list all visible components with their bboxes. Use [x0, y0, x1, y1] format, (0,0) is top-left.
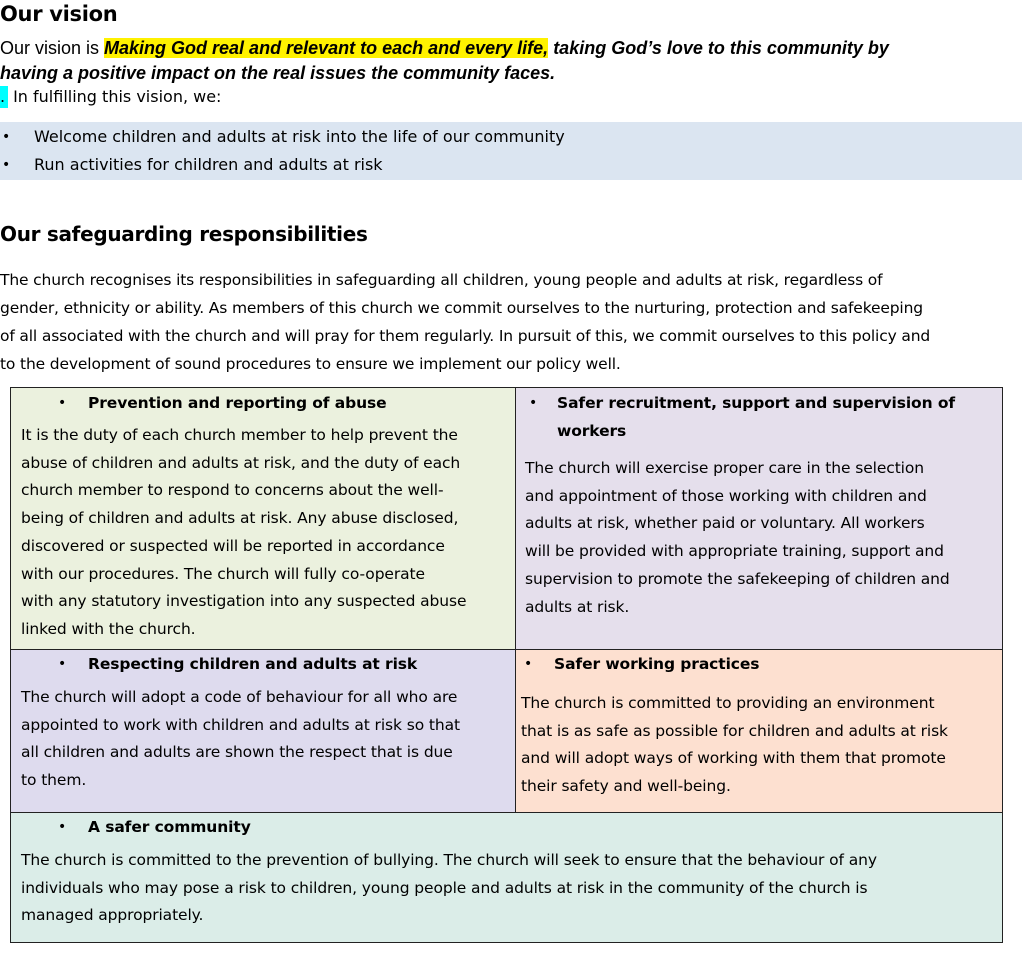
highlight-marker: .: [0, 86, 8, 108]
box-title: [58, 814, 251, 842]
vision-prefix: Our vision is: [0, 38, 105, 58]
bullet-icon: •: [2, 129, 11, 145]
box-title-text: A safer community: [88, 818, 251, 836]
bullet-icon: •: [2, 157, 11, 173]
safeguarding-heading: Our safeguarding responsibilities: [0, 222, 368, 246]
box-line: all children and adults are shown the respect that is due: [21, 743, 453, 762]
box-line: supervision to promote the safekeeping of children and: [525, 569, 950, 588]
vision-rest-line1: taking God’s love to this community by: [548, 38, 889, 58]
bullet-icon: •: [58, 395, 67, 411]
recruitment-box: [515, 387, 1003, 650]
intro-line: of all associated with the church and will pray for them regularly. In pursuit of this, we commit ourselves to this policy and: [0, 327, 931, 345]
respecting-box: [10, 649, 516, 813]
box-line: individuals who may pose a risk to children, young people and adults at risk in the community of the church is: [21, 878, 868, 897]
intro-line: gender, ethnicity or ability. As members of this church we commit ourselves to the nurturing, protection and safekeeping: [0, 299, 923, 317]
box-line: and appointment of those working with children and: [525, 486, 927, 505]
box-line: adults at risk, whether paid or voluntary. All workers: [525, 514, 925, 533]
box-line: linked with the church.: [21, 619, 196, 638]
box-title-text: Safer working practices: [554, 655, 760, 673]
box-line: will be provided with appropriate training, support and: [525, 542, 944, 561]
intro-line: The church recognises its responsibilities in safeguarding all children, young people and adults at risk, regardless of: [0, 271, 883, 289]
box-line: that is as safe as possible for children and adults at risk: [521, 721, 948, 740]
box-line: their safety and well-being.: [521, 777, 731, 796]
box-line: discovered or suspected will be reported in accordance: [21, 536, 445, 555]
box-line: adults at risk.: [525, 597, 630, 616]
box-title: [58, 390, 387, 418]
box-line: managed appropriately.: [21, 906, 204, 925]
box-line: with our procedures. The church will fully co-operate: [21, 564, 425, 583]
vision-statement: [0, 36, 1020, 86]
practices-box: [515, 649, 1003, 813]
box-line: The church will exercise proper care in the selection: [525, 459, 924, 477]
box-line: The church will adopt a code of behaviour for all who are: [21, 688, 458, 706]
box-title-text: Safer recruitment, support and supervision of: [557, 394, 956, 412]
box-line: church member to respond to concerns about the well-: [21, 481, 444, 500]
vision-bullet-list: [0, 122, 1022, 180]
box-title: [58, 651, 418, 679]
fulfil-line: [0, 86, 221, 108]
box-title-text: Respecting children and adults at risk: [88, 655, 418, 673]
intro-line: to the development of sound procedures to ensure we implement our policy well.: [0, 355, 621, 373]
box-title: [524, 651, 760, 679]
box-body: [21, 684, 460, 795]
box-title-text: Prevention and reporting of abuse: [88, 394, 387, 412]
vision-heading: Our vision: [0, 2, 118, 26]
box-line: with any statutory investigation into any suspected abuse: [21, 592, 467, 611]
box-body: [21, 422, 466, 644]
box-line: The church is committed to the prevention of bullying. The church will seek to ensure that the behaviour of any: [21, 851, 877, 869]
list-item-text: Run activities for children and adults at risk: [34, 155, 383, 174]
bullet-icon: •: [529, 395, 538, 411]
box-body: [521, 690, 948, 801]
box-title-text: workers: [557, 421, 627, 440]
box-line: It is the duty of each church member to help prevent the: [21, 426, 458, 444]
box-line: and will adopt ways of working with them that promote: [521, 749, 946, 768]
box-title: [529, 390, 956, 445]
box-line: being of children and adults at risk. Any abuse disclosed,: [21, 509, 459, 528]
list-item-text: Welcome children and adults at risk into the life of our community: [34, 127, 565, 146]
vision-highlight: Making God real and relevant to each and every life,: [104, 38, 549, 58]
prevention-box: [10, 387, 516, 650]
bullet-icon: •: [58, 819, 67, 835]
safeguarding-intro: [0, 266, 1024, 378]
bullet-icon: •: [58, 656, 67, 672]
box-line: appointed to work with children and adults at risk so that: [21, 715, 460, 734]
vision-rest-line2: having a positive impact on the real issues the community faces.: [0, 63, 556, 83]
fulfil-text: In fulfilling this vision, we:: [8, 87, 222, 106]
box-line: abuse of children and adults at risk, and the duty of each: [21, 453, 461, 472]
community-box: [10, 812, 1003, 943]
box-body: [525, 455, 950, 621]
box-line: to them.: [21, 771, 87, 790]
bullet-icon: •: [524, 656, 533, 672]
box-body: [21, 847, 877, 930]
box-line: The church is committed to providing an environment: [521, 694, 935, 712]
